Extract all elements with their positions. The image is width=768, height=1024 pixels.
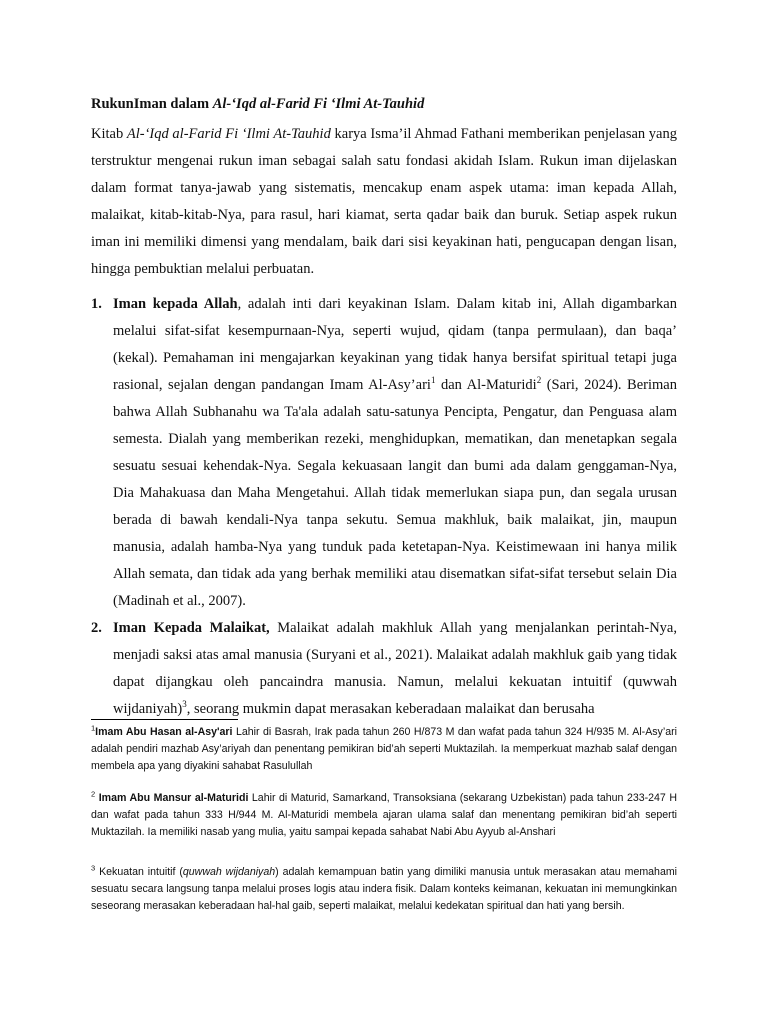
footnote-ref-1[interactable]: 1 [430, 375, 436, 386]
intro-book-title: Al-‘Iqd al-Farid Fi ‘Ilmi At-Tauhid [126, 126, 331, 142]
footnote-mark: 1 [91, 723, 96, 733]
footnote-2 [91, 790, 677, 841]
document-body [91, 95, 677, 723]
list-number: 1. [91, 296, 102, 312]
footnote-text: Kekuatan intuitif ( [95, 866, 183, 878]
item-text: , seorang mukmin dapat merasakan keberadaan malaikat dan berusaha [186, 701, 595, 717]
footnote-3 [91, 864, 677, 915]
intro-rest: karya Isma’il Ahmad Fathani memberikan penjelasan yang terstruktur mengenai rukun iman sebagai salah satu fondasi akidah Islam. Rukun iman dijelaskan dalam format tanya-jawab yang sistematis, mencakup enam aspek utama: iman kepada Allah, malaikat, kitab-kitab-Nya, para rasul, hari kiamat, serta qadar baik dan buruk. Setiap aspek rukun iman ini memiliki dimensi yang mendalam, baik dari sisi keyakinan hati, pengucapan dengan lisan, hingga pembuktian melalui perbuatan. [91, 126, 677, 277]
rukun-iman-list [91, 291, 677, 723]
footnote-ref-3[interactable]: 3 [182, 699, 187, 710]
footnote-name: Imam Abu Mansur al-Maturidi [98, 792, 249, 804]
title-italic: Al-‘Iqd al-Farid Fi ‘Ilmi At-Tauhid [212, 96, 425, 112]
item-heading: Iman kepada Allah [113, 296, 238, 312]
footnote-ref-2[interactable]: 2 [536, 375, 542, 386]
footnote-name: Imam Abu Hasan al-Asy'ari [95, 726, 233, 738]
item-text: dan Al-Maturidi [435, 377, 537, 393]
item-text: Malaikat adalah makhluk Allah yang menjalankan perintah-Nya, menjadi saksi atas amal manusia (Suryani et al., 2021). Malaikat adalah makhluk gaib yang tidak dapat dijangkau oleh pancaindra manusia. Namun, melalui kekuatan intuitif (quwwah wijdaniyah) [113, 620, 677, 717]
footnote-text: Lahir di Maturid, Samarkand, Transoksiana (sekarang Uzbekistan) pada tahun 233-247 H dan wafat pada tahun 333 H/944 M. Al-Maturidi membela ajaran ulama salaf dan menentang pemikiran bid’ah seperti Muktazilah. Ia memiliki nasab yang mulia, yaitu sampai kepada sahabat Nabi Abu Ayyub al-Anshari [91, 792, 678, 838]
footnote-mark: 2 [91, 789, 96, 799]
section-title [91, 95, 677, 113]
footnote-separator [91, 719, 238, 720]
intro-paragraph [91, 121, 677, 283]
title-plain: RukunIman dalam [91, 96, 213, 112]
list-number: 2. [91, 620, 102, 636]
intro-pre: Kitab [91, 126, 127, 142]
footnote-text: Lahir di Basrah, Irak pada tahun 260 H/873 M dan wafat pada tahun 324 H/935 M. Al-Asy’ari adalah pendiri mazhab Asy’ariyah dan penentang pemikiran bid’ah seperti Muktazilah. Ia memperkuat mazhab salaf dengan membela apa yang diyakini sahabat Rasulullah [91, 726, 677, 772]
footnote-italic-term: quwwah wijdaniyah [182, 866, 276, 878]
footnote-1 [91, 724, 677, 775]
item-text: (Sari, 2024). Beriman bahwa Allah Subhanahu wa Ta'ala adalah satu-satunya Pencipta, Pengatur, dan Penguasa alam semesta. Dialah yang memberikan rezeki, menghidupkan, mematikan, dan menetapkan segala sesuatu sesuai kehendak-Nya. Segala kekuasaan langit dan bumi ada dalam genggaman-Nya, Dia Mahakuasa dan Maha Mengetahui. Allah tidak memerlukan siapa pun, dan segala urusan berada di bawah kendali-Nya tanpa sekutu. Semua makhluk, baik malaikat, jin, maupun manusia, adalah hamba-Nya yang tunduk pada ketetapan-Nya. Keistimewaan ini hanya milik Allah semata, dan tidak ada yang berhak memiliki atau disematkan sifat-sifat tersebut selain Dia (Madinah et al., 2007). [113, 377, 677, 609]
list-item-iman-allah [91, 291, 677, 615]
footnote-text: ) adalah kemampuan batin yang dimiliki manusia untuk merasakan atau memahami sesuatu secara langsung tanpa melalui proses logis atau indera fisik. Dalam konteks keimanan, kekuatan ini memungkinkan seseorang merasakan keberadaan hal-hal gaib, seperti malaikat, melalui kedekatan spiritual dan hati yang bersih. [91, 866, 678, 912]
item-text: , adalah inti dari keyakinan Islam. Dalam kitab ini, Allah digambarkan melalui sifat-sifat kesempurnaan-Nya, seperti wujud, qidam (tanpa permulaan), dan baqa’ (kekal). Pemahaman ini mengajarkan keyakinan yang tidak hanya bersifat spiritual tetapi juga rasional, sejalan dengan pandangan Imam Al-Asy’ari [113, 296, 677, 393]
list-item-iman-malaikat [91, 615, 677, 723]
item-heading: Iman Kepada Malaikat, [113, 620, 270, 636]
footnote-mark: 3 [91, 863, 96, 873]
